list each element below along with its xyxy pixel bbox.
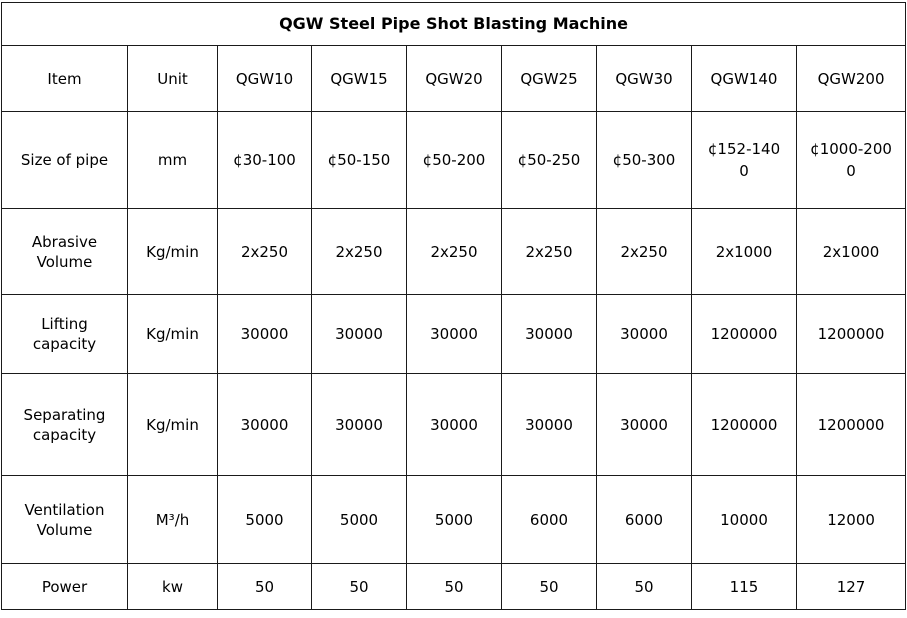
header-row [2, 46, 906, 112]
row-label: Power [2, 564, 128, 610]
header-model: QGW30 [597, 46, 692, 112]
table-row [2, 112, 906, 209]
row-label: Ventilation Volume [2, 476, 128, 564]
row-label: Abrasive Volume [2, 209, 128, 295]
table-cell: 5000 [312, 476, 407, 564]
table-title: QGW Steel Pipe Shot Blasting Machine [2, 3, 906, 46]
row-unit: mm [128, 112, 218, 209]
header-model: QGW15 [312, 46, 407, 112]
table-row [2, 374, 906, 476]
table-cell: 127 [797, 564, 906, 610]
table-cell: 1200000 [797, 374, 906, 476]
table-cell: 2x250 [502, 209, 597, 295]
table-row [2, 295, 906, 374]
table-row [2, 209, 906, 295]
table-cell: 2x250 [312, 209, 407, 295]
header-unit: Unit [128, 46, 218, 112]
table-cell: ¢50-150 [312, 112, 407, 209]
header-model: QGW20 [407, 46, 502, 112]
table-cell: 30000 [502, 374, 597, 476]
table-cell: 30000 [218, 374, 312, 476]
table-cell: 30000 [312, 374, 407, 476]
table-cell: 1200000 [797, 295, 906, 374]
table-cell: ¢50-200 [407, 112, 502, 209]
table-cell: ¢152-1400 [692, 112, 797, 209]
table-cell: 30000 [218, 295, 312, 374]
table-cell: 50 [312, 564, 407, 610]
table-cell: 2x1000 [692, 209, 797, 295]
table-cell: 6000 [502, 476, 597, 564]
row-label: Lifting capacity [2, 295, 128, 374]
table-cell: ¢50-300 [597, 112, 692, 209]
table-cell: 5000 [407, 476, 502, 564]
header-item: Item [2, 46, 128, 112]
table-cell: 50 [407, 564, 502, 610]
header-model: QGW10 [218, 46, 312, 112]
table-cell: 30000 [597, 295, 692, 374]
table-cell: 30000 [502, 295, 597, 374]
table-cell: ¢50-250 [502, 112, 597, 209]
header-model: QGW140 [692, 46, 797, 112]
table-cell: 2x250 [218, 209, 312, 295]
table-cell: 12000 [797, 476, 906, 564]
row-label: Separating capacity [2, 374, 128, 476]
table-cell: 115 [692, 564, 797, 610]
header-model: QGW200 [797, 46, 906, 112]
table-row [2, 564, 906, 610]
table-cell: 50 [502, 564, 597, 610]
table-cell: 50 [597, 564, 692, 610]
table-cell: 1200000 [692, 374, 797, 476]
table-cell: 30000 [407, 295, 502, 374]
row-unit: Kg/min [128, 209, 218, 295]
row-unit: Kg/min [128, 374, 218, 476]
table-cell: 2x250 [597, 209, 692, 295]
row-unit: Kg/min [128, 295, 218, 374]
row-unit: kw [128, 564, 218, 610]
table-cell: 30000 [597, 374, 692, 476]
table-cell: 2x1000 [797, 209, 906, 295]
table-cell: 30000 [312, 295, 407, 374]
table-cell: 6000 [597, 476, 692, 564]
table-cell: ¢30-100 [218, 112, 312, 209]
table-cell: ¢1000-2000 [797, 112, 906, 209]
row-label: Size of pipe [2, 112, 128, 209]
table-cell: 2x250 [407, 209, 502, 295]
table-cell: 50 [218, 564, 312, 610]
header-model: QGW25 [502, 46, 597, 112]
table-cell: 30000 [407, 374, 502, 476]
title-row [2, 3, 906, 46]
row-unit: M³/h [128, 476, 218, 564]
table-cell: 5000 [218, 476, 312, 564]
table-cell: 1200000 [692, 295, 797, 374]
table-row [2, 476, 906, 564]
table-cell: 10000 [692, 476, 797, 564]
spec-table [1, 2, 906, 610]
